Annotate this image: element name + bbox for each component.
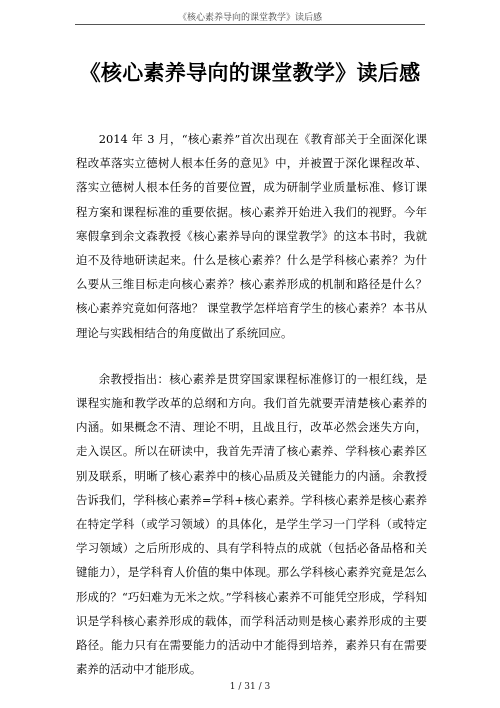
page-header: 《核心素养导向的课堂教学》读后感 bbox=[177, 13, 322, 23]
body-paragraph-1: 2014 年 3 月，“核心素养”首次出现在《教育部关于全面深化课程改革落实立德树人根本任务的意见》中，并被置于深化课程改革、落实立德树人根本任务的首要位置，成为研制学业质量标准、修订课程方案和课程标准的重要依据。核心素养开始进入我们的视野。今年寒假拿到余文森教授《核心素养导向的课堂教学》的这本书时，我就迫不及待地研读起来。什么是核心素养？什么是学科核心素养？为什么要从三维目标走向核心素养？核心素养形成的机制和路径是什么？核心素养究竟如何落地？ 课堂教学怎样培育学生的核心素养？本书从理论与实践相结合的角度做出了系统回应。 bbox=[76, 132, 427, 340]
document-body bbox=[76, 127, 427, 681]
page-number: 1 / 31 / 3 bbox=[229, 682, 271, 692]
body-paragraph-2: 余教授指出：核心素养是贯穿国家课程标准修订的一根红线，是课程实施和教学改革的总纲和方向。我们首先就要弄清楚核心素养的内涵。如果概念不清、理论不明，且战且行，改革必然会迷失方向，走入误区。所以在研读中，我首先弄清了核心素养、学科核心素养区别及联系，明晰了核心素养中的核心品质及关键能力的内涵。余教授告诉我们，学科核心素养=学科+核心素养。学科核心素养是核心素养在特定学科（或学习领域）的具体化，是学生学习一门学科（或特定学习领域）之后所形成的、具有学科特点的成就（包括必备品格和关键能力），是学科育人价值的集中体现。那么学科核心素养究竟是怎么形成的？“巧妇难为无米之炊。”学科核心素养不可能凭空形成，学科知识是学科核心素养形成的载体，而学科活动则是核心素养形成的主要路径。能力只有在需要能力的活动中才能得到培养，素养只有在需要素养的活动中才能形成。 bbox=[76, 371, 427, 677]
header-divider bbox=[75, 24, 425, 25]
document-title: 《核心素养导向的课堂教学》读后感 bbox=[79, 60, 421, 85]
